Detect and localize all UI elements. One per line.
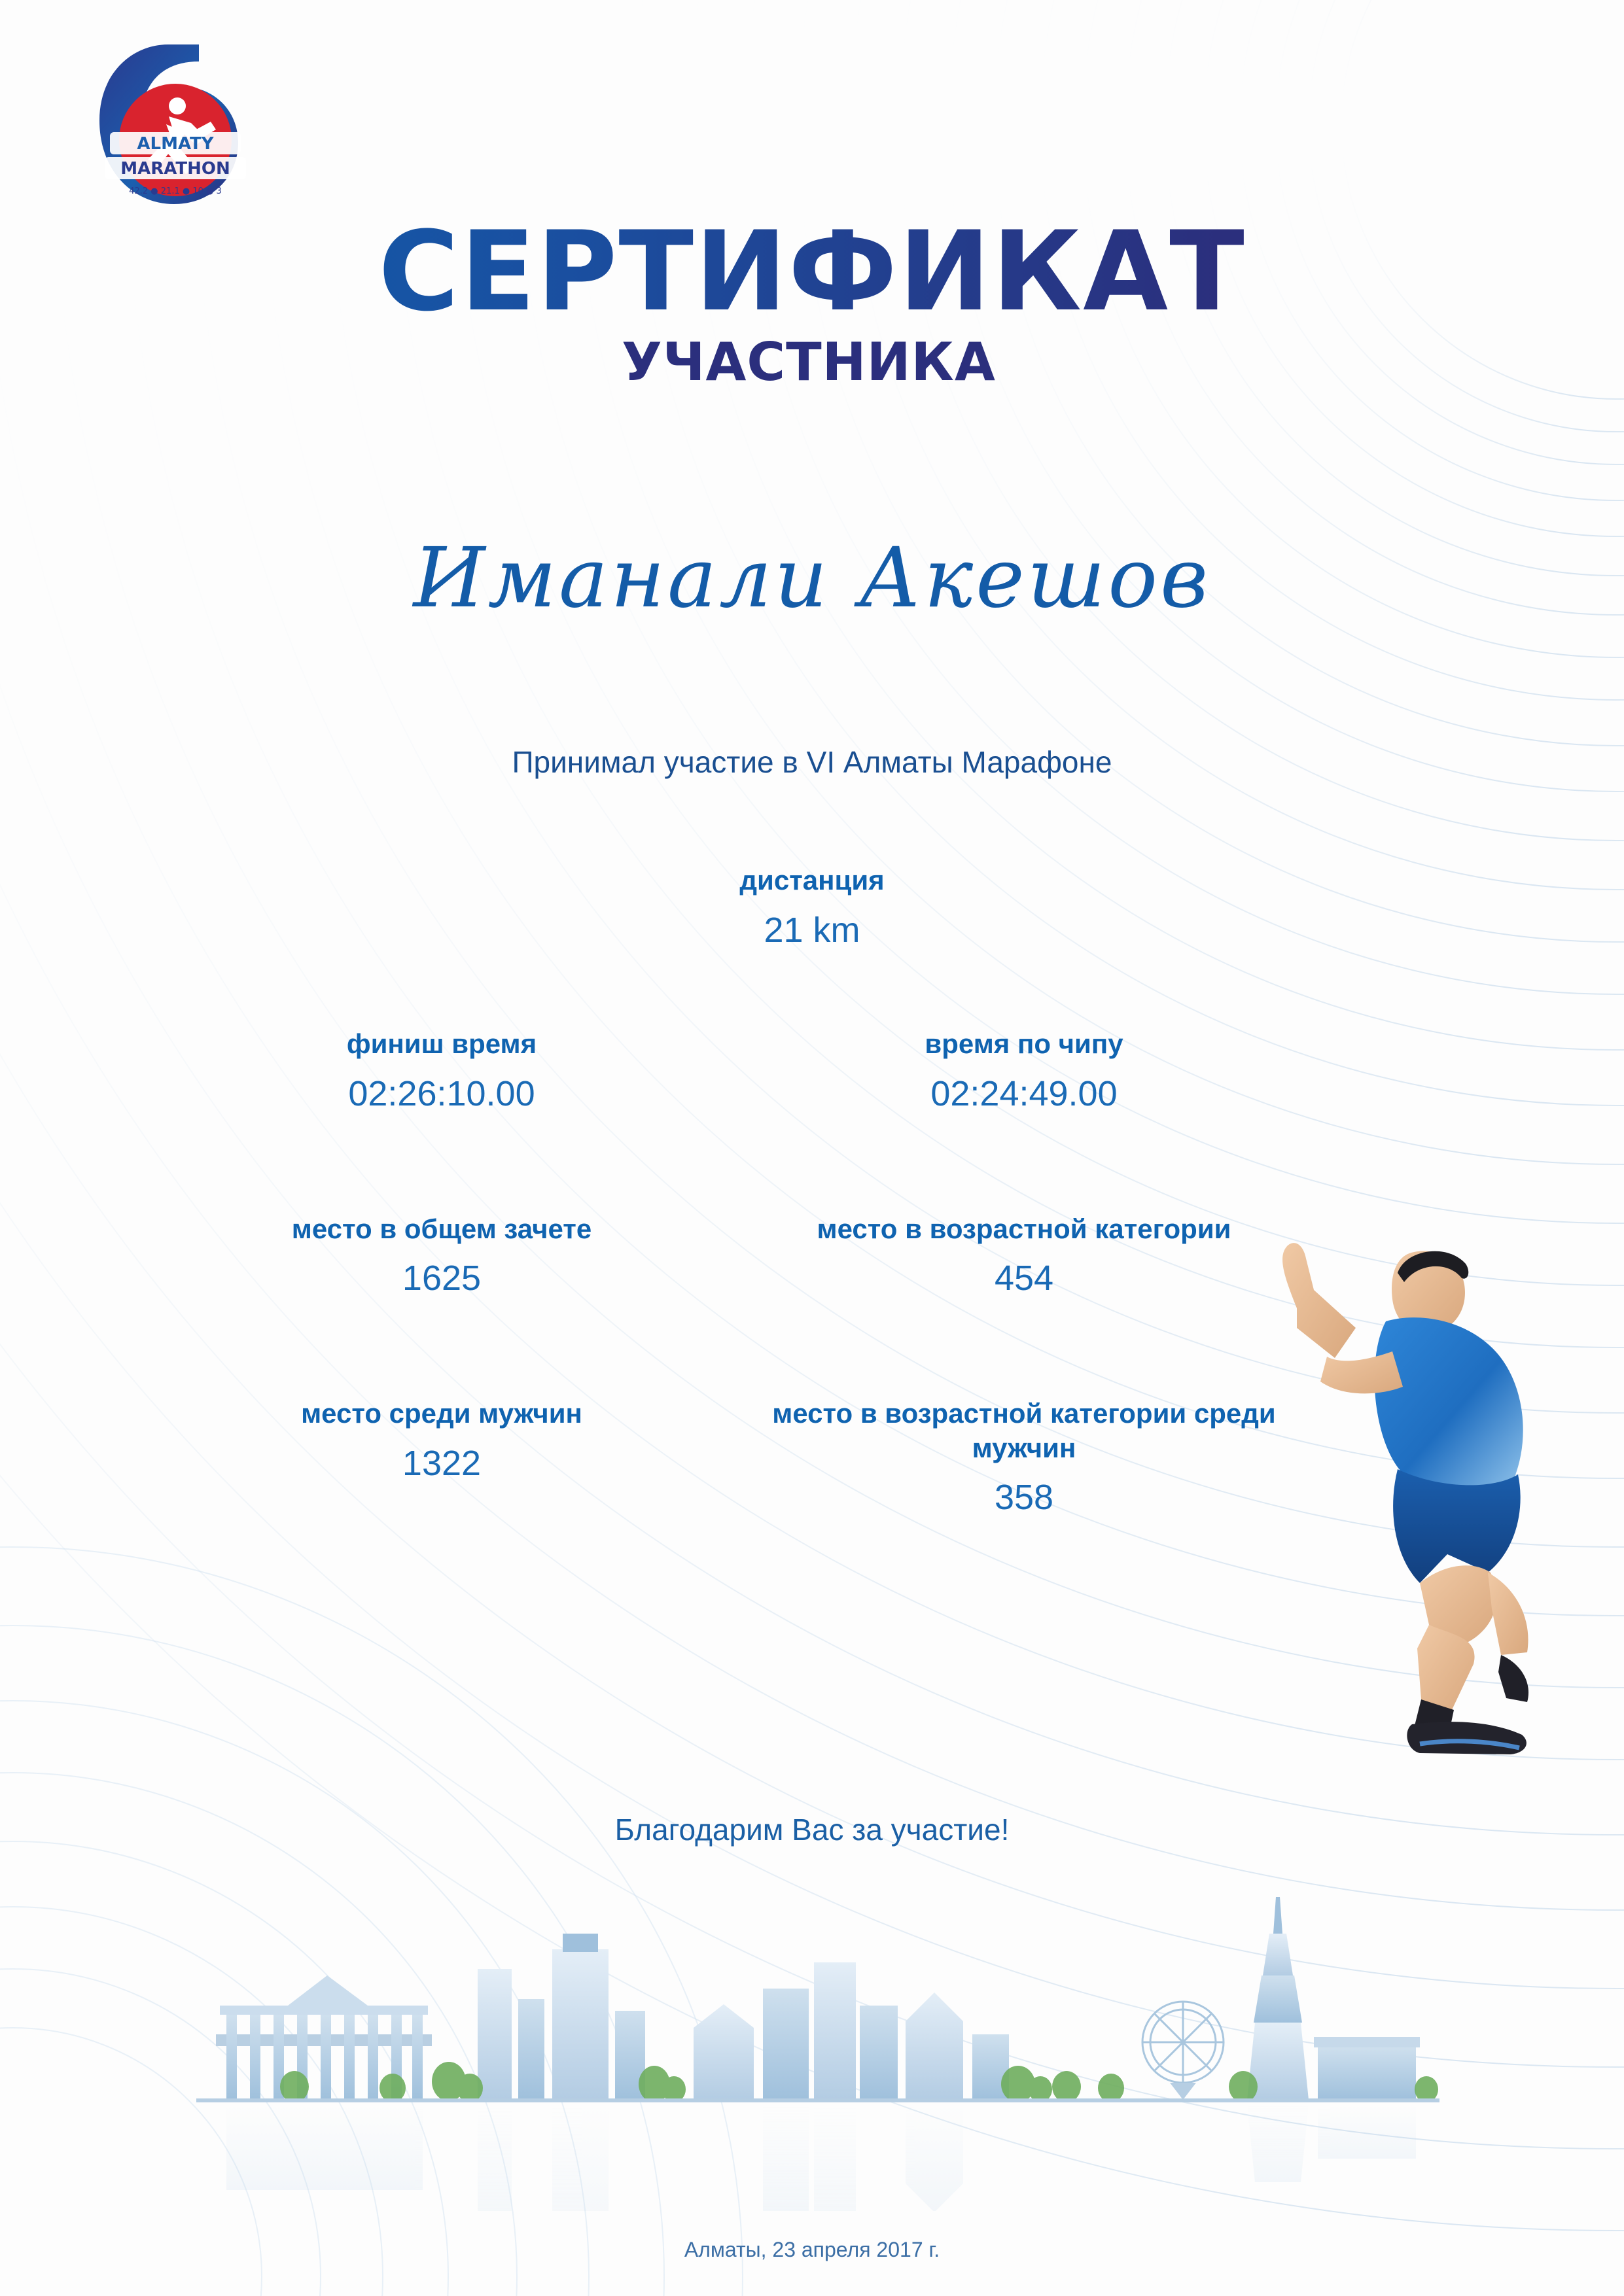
stat-finish-time (150, 1027, 733, 1114)
men-place-label: место среди мужчин (301, 1398, 582, 1429)
svg-text:ALMATY: ALMATY (137, 134, 214, 154)
stat-chip-time (733, 1027, 1315, 1114)
almaty-skyline (196, 1871, 1439, 2211)
stat-men-place (150, 1397, 733, 1518)
age-category-place-value: 454 (994, 1259, 1054, 1298)
finish-time-label: финиш время (346, 1028, 537, 1059)
overall-place-value: 1625 (402, 1259, 482, 1298)
age-category-men-place-label: место в возрастной категории среди мужчин (772, 1398, 1276, 1463)
stat-row-spacer-2 (150, 1298, 1315, 1397)
stat-overall-place (150, 1212, 733, 1299)
title-sub: УЧАСТНИКА (622, 332, 996, 393)
finish-time-value: 02:26:10.00 (348, 1073, 535, 1113)
distance-block (0, 863, 1624, 950)
men-place-value: 1322 (402, 1443, 482, 1483)
age-category-men-place-value: 358 (994, 1478, 1054, 1517)
stat-age-category-men-place (733, 1397, 1315, 1518)
participant-name: Иманали Акешов (413, 530, 1211, 626)
certificate-title (0, 207, 1624, 393)
runner-photo (1258, 1230, 1624, 1773)
chip-time-value: 02:24:49.00 (930, 1073, 1118, 1113)
stat-row-times (150, 1027, 1315, 1114)
distance-label: дистанция (739, 865, 885, 896)
participation-line: Принимал участие в VI Алматы Марафоне (512, 745, 1112, 779)
footer-date: Алматы, 23 апреля 2017 г. (684, 2238, 940, 2261)
stat-row-places-1 (150, 1212, 1315, 1299)
stat-age-category-place (733, 1212, 1315, 1299)
stat-row-places-2 (150, 1397, 1315, 1518)
title-main: СЕРТИФИКАТ (0, 216, 1624, 328)
almaty-marathon-logo (71, 33, 280, 242)
svg-text:42.2 ● 21.1 ● 10 ● 3: 42.2 ● 21.1 ● 10 ● 3 (129, 186, 222, 196)
overall-place-label: место в общем зачете (291, 1213, 592, 1244)
thanks-message: Благодарим Вас за участие! (614, 1813, 1010, 1847)
stat-row-spacer-1 (150, 1114, 1315, 1212)
age-category-place-label: место в возрастной категории (817, 1213, 1231, 1244)
distance-value: 21 km (764, 910, 860, 950)
stats-grid (150, 1027, 1315, 1518)
chip-time-label: время по чипу (925, 1028, 1123, 1059)
svg-text:MARATHON: MARATHON (120, 159, 230, 179)
